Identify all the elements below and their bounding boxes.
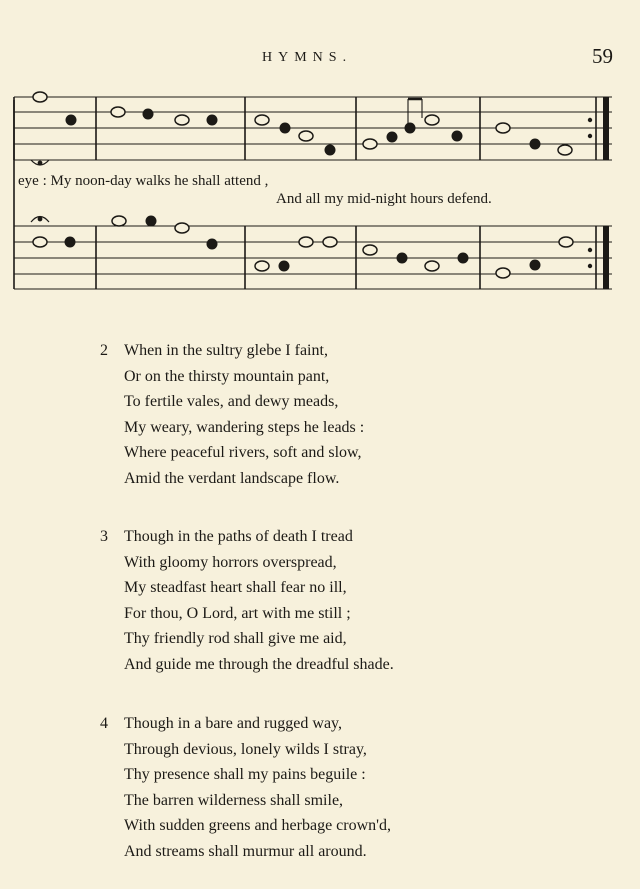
stanza-3	[100, 524, 620, 678]
verse-line	[100, 737, 620, 763]
verse-line	[100, 813, 620, 839]
upper-fermata	[31, 160, 49, 165]
verse-line	[100, 788, 620, 814]
stanza-2	[100, 338, 620, 492]
verse-line	[100, 389, 620, 415]
page-number: 59	[592, 44, 613, 68]
verse-line	[100, 364, 620, 390]
verse-text: Though in a bare and rugged way,	[124, 715, 342, 732]
upper-open-notes	[33, 92, 572, 155]
stanza-number: 3	[100, 528, 108, 545]
upper-staff-lines	[14, 97, 612, 160]
lower-staff-lines	[14, 226, 612, 289]
verse-text: Amid the verdant landscape flow.	[124, 469, 340, 487]
verse-text: When in the sultry glebe I faint,	[124, 342, 328, 359]
verse-text: Though in the paths of death I tread	[124, 528, 353, 545]
verse-line	[100, 415, 620, 441]
verse-text: With sudden greens and herbage crown'd,	[124, 817, 392, 835]
verse-line	[100, 466, 620, 492]
verse-line	[100, 711, 620, 737]
verse-line	[100, 338, 620, 364]
verse-line	[100, 762, 620, 788]
verse-text: For thou, O Lord, art with me still ;	[124, 604, 351, 622]
stanza-number: 4	[100, 715, 108, 732]
verse-line	[100, 601, 620, 627]
music-lyric-line-1: eye : My noon-day walks he shall attend ,	[18, 173, 269, 189]
running-title: HYMNS.	[262, 50, 353, 65]
lower-fermata	[31, 217, 49, 223]
verse-text: Thy friendly rod shall give me aid,	[124, 630, 347, 648]
verse-line	[100, 839, 620, 865]
music-lyric-line-2: And all my mid-night hours defend.	[276, 191, 492, 207]
verse-text: Or on the thirsty mountain pant,	[124, 367, 330, 385]
verse-text: Through devious, lonely wilds I stray,	[124, 740, 367, 758]
verse-line	[100, 524, 620, 550]
verse-line	[100, 652, 620, 678]
verse-text: To fertile vales, and dewy meads,	[124, 393, 339, 411]
upper-staff	[14, 92, 612, 165]
verse-line	[100, 575, 620, 601]
verse-text: The barren wilderness shall smile,	[124, 791, 344, 809]
verse-text: With gloomy horrors overspread,	[124, 553, 337, 571]
verse-line	[100, 550, 620, 576]
verse-line	[100, 626, 620, 652]
verse-text: My steadfast heart shall fear no ill,	[124, 579, 347, 597]
lower-open-notes	[33, 216, 573, 278]
stanza-number: 2	[100, 342, 108, 359]
verse-text: Thy presence shall my pains beguile :	[124, 766, 366, 784]
verse-text: My weary, wandering steps he leads :	[124, 418, 365, 436]
verse-text: And guide me through the dreadful shade.	[124, 655, 394, 673]
verse-line	[100, 440, 620, 466]
music-notation	[0, 0, 640, 300]
verse-text: And streams shall murmur all around.	[124, 842, 367, 860]
verse-text: Where peaceful rivers, soft and slow,	[124, 444, 362, 462]
stanza-4	[100, 711, 620, 865]
